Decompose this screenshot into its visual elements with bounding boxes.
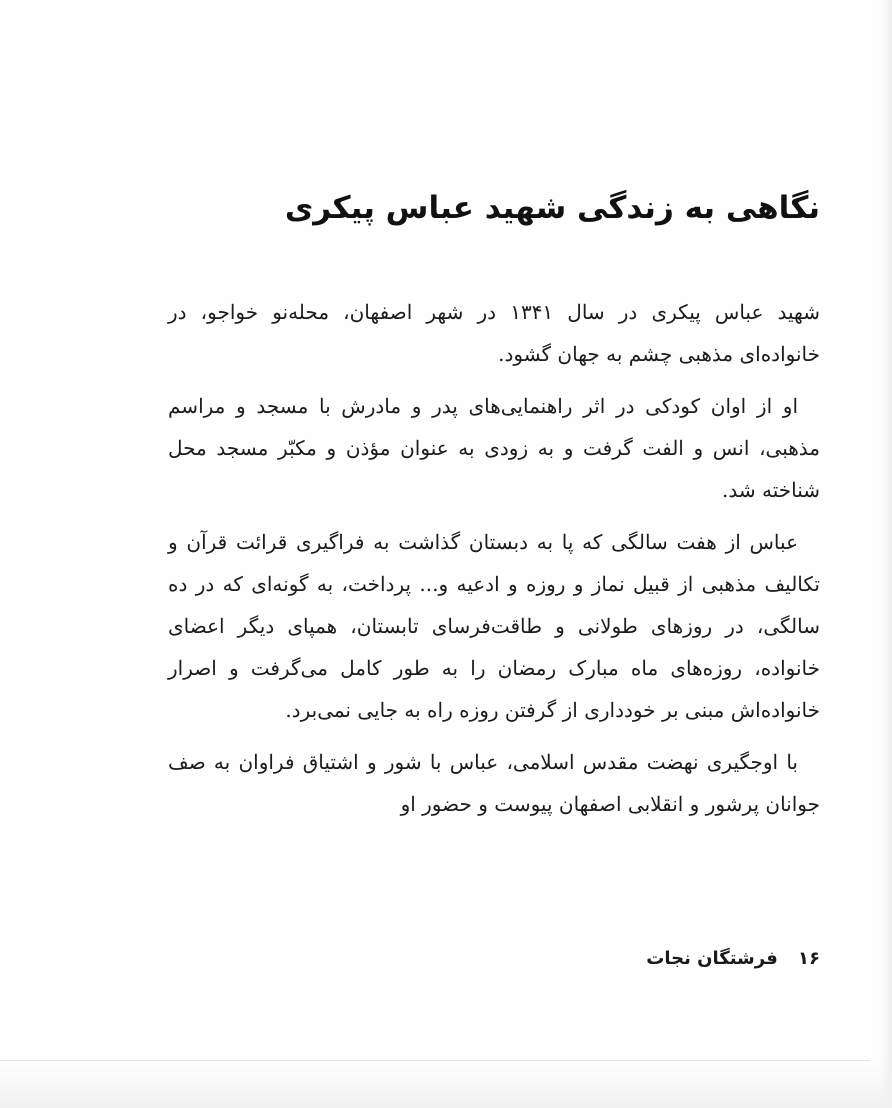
body-text bbox=[168, 291, 820, 825]
paragraph-2: او از اوان کودکی در اثر راهنمایی‌های پدر و مادرش با مسجد و مراسم مذهبی، انس و الفت گرفت و به زودی به عنوان مؤذن و مکبّر مسجد محل شناخته شد. bbox=[168, 394, 820, 502]
book-title: فرشتگان نجات bbox=[646, 948, 778, 969]
paragraph-4: با اوجگیری نهضت مقدس اسلامی، عباس با شور و اشتیاق فراوان به صف جوانان پرشور و انقلابی اصفهان پیوست و حضور او bbox=[168, 750, 820, 816]
page-bottom-line bbox=[0, 1060, 870, 1061]
page-number: ۱۶ bbox=[798, 948, 820, 969]
chapter-title: نگاهی به زندگی شهید عباس پیکری bbox=[284, 190, 820, 226]
scan-edge-right bbox=[878, 0, 892, 1108]
paragraph-1: شهید عباس پیکری در سال ۱۳۴۱ در شهر اصفهان، محله‌نو خواجو، در خانواده‌ای مذهبی چشم به جهان گشود. bbox=[168, 300, 820, 366]
scan-edge-bottom bbox=[0, 1062, 892, 1108]
paragraph-3: عباس از هفت سالگی که پا به دبستان گذاشت به فراگیری قرائت قرآن و تکالیف مذهبی از قبیل نماز و روزه و ادعیه و... پرداخت، به گونه‌ای که در ده سالگی، در روزهای طولانی و طاقت‌فرسای تابستان، همپای دیگر اعضای خانواده، روزه‌های ماه مبارک رمضان را به طور کامل می‌گرفت و اصرار خانواده‌اش مبنی بر خودداری از گرفتن روزه راه به جایی نمی‌برد. bbox=[168, 530, 820, 722]
page-footer bbox=[500, 948, 820, 969]
